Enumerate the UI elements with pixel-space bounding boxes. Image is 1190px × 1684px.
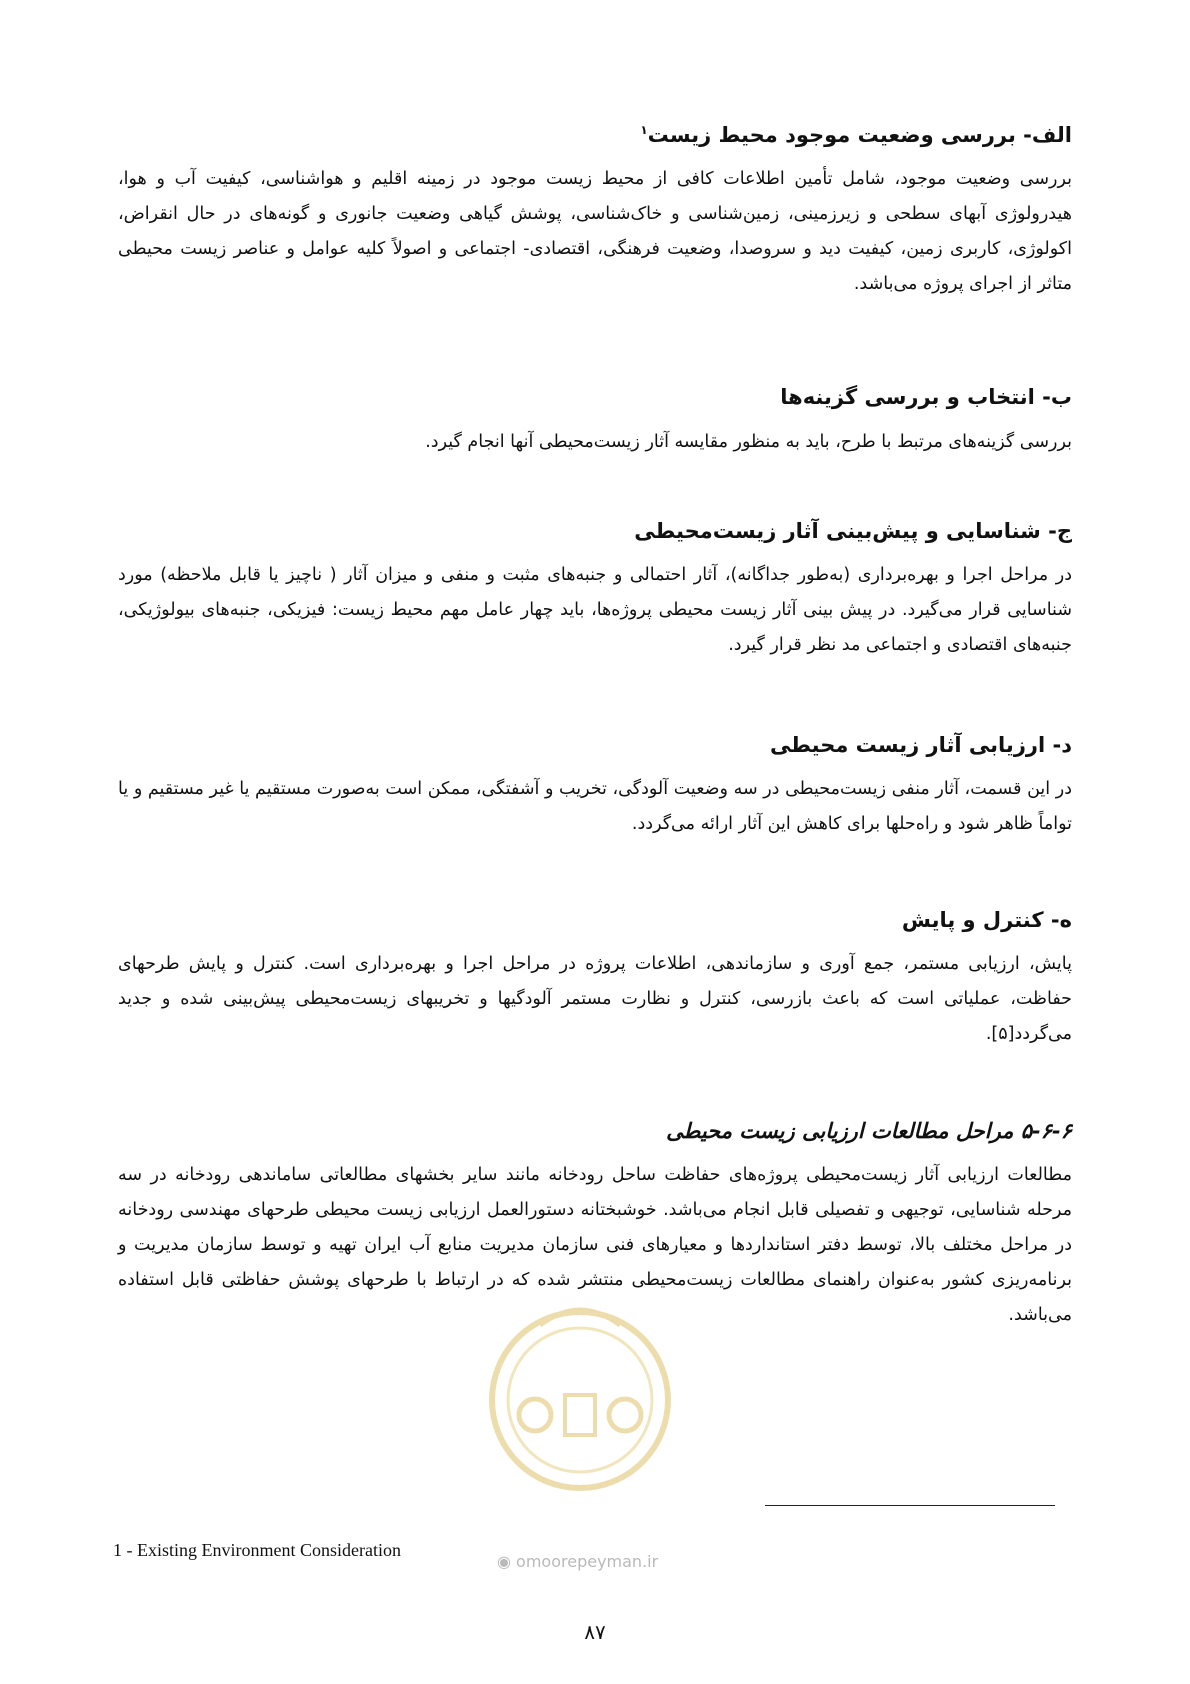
subsection-paragraph: مطالعات ارزیابی آثار زیست‌محیطی پروژه‌های حفاظت ساحل رودخانه مانند سایر بخشهای مطالعاتی ساماندهی رودخانه در سه مرحله شناسایی، توجیهی و تفصیلی قابل انجام می‌باشد. خوشبختانه دستورالعمل ارزیابی زیست محیطی طرحهای مهندسی رودخانه در مراحل مختلف بالا، توسط دفتر استانداردها و معیارهای فنی سازمان مدیریت منابع آب ایران تهیه و توسط سازمان مدیریت و برنامه‌ریزی کشور به‌عنوان راهنمای مطالعات زیست‌محیطی منتشر شده که در ارتباط با طرحهای پوشش حفاظتی قابل استفاده می‌باشد. <box>118 1165 1072 1325</box>
section-c-heading: ج- شناسایی و پیش‌بینی آثار زیست‌محیطی <box>634 519 1072 543</box>
publisher-seal-watermark <box>480 1290 680 1495</box>
section-b-heading: ب- انتخاب و بررسی گزینه‌ها <box>780 385 1072 409</box>
footnote: 1 - Existing Environment Consideration <box>113 1540 401 1560</box>
section-d-paragraph: در این قسمت، آثار منفی زیست‌محیطی در سه وضعیت آلودگی، تخریب و آشفتگی، ممکن است به‌صورت مستقیم یا غیر مستقیم و یا تواماً ظاهر شود و راه‌حلها برای کاهش این آثار ارائه می‌گردد. <box>118 779 1072 834</box>
subsection-heading: ۵-۶-۶ مراحل مطالعات ارزیابی زیست محیطی <box>666 1119 1072 1143</box>
section-a-paragraph: بررسی وضعیت موجود، شامل تأمین اطلاعات کافی از محیط زیست موجود در زمینه اقلیم و هواشناسی، کیفیت آب و هوا، هیدرولوژی آبهای سطحی و زیرزمینی، زمین‌شناسی و خاک‌شناسی، پوشش گیاهی وضعیت جانوری و گونه‌های در حال انقراض، اکولوژی، کاربری زمین، کیفیت دید و سروصدا، وضعیت فرهنگی، اقتصادی- اجتماعی و اصولاً کلیه عوامل و عناصر زیست محیطی متاثر از اجرای پروژه می‌باشد. <box>118 169 1072 294</box>
section-e-heading: ه- کنترل و پایش <box>901 908 1072 932</box>
section-b-paragraph: بررسی گزینه‌های مرتبط با طرح، باید به منظور مقایسه آثار زیست‌محیطی آنها انجام گیرد. <box>425 432 1072 452</box>
section-e-paragraph: پایش، ارزیابی مستمر، جمع آوری و سازماندهی، اطلاعات پروژه در مراحل اجرا و بهره‌برداری است. کنترل و پایش طرحهای حفاظت، عملیاتی است که باعث بازرسی، کنترل و نظارت مستمر آلودگیها و تخریبهای زیست‌محیطی پیش‌بینی شده و جدید می‌گردد[۵]. <box>118 954 1072 1044</box>
section-d-heading: د- ارزیابی آثار زیست محیطی <box>769 733 1072 757</box>
section-c-paragraph: در مراحل اجرا و بهره‌برداری (به‌طور جداگانه)، آثار احتمالی و جنبه‌های مثبت و منفی و میزان آثار ( ناچیز یا قابل ملاحظه) مورد شناسایی قرار می‌گیرد. در پیش بینی آثار زیست محیطی پروژه‌ها، باید چهار عامل مهم محیط زیست: فیزیکی، جنبه‌های بیولوژیکی، جنبه‌های اقتصادی و اجتماعی مد نظر قرار گیرد. <box>118 565 1072 655</box>
watermark-url: ◉ omoorepeyman.ir <box>497 1552 659 1571</box>
footnote-ref: ۱ <box>640 123 648 137</box>
footnote-divider <box>765 1505 1055 1506</box>
page-number: ۸۷ <box>584 1620 606 1644</box>
section-a-heading: الف- بررسی وضعیت موجود محیط زیست$^۱$ <box>640 123 1072 147</box>
